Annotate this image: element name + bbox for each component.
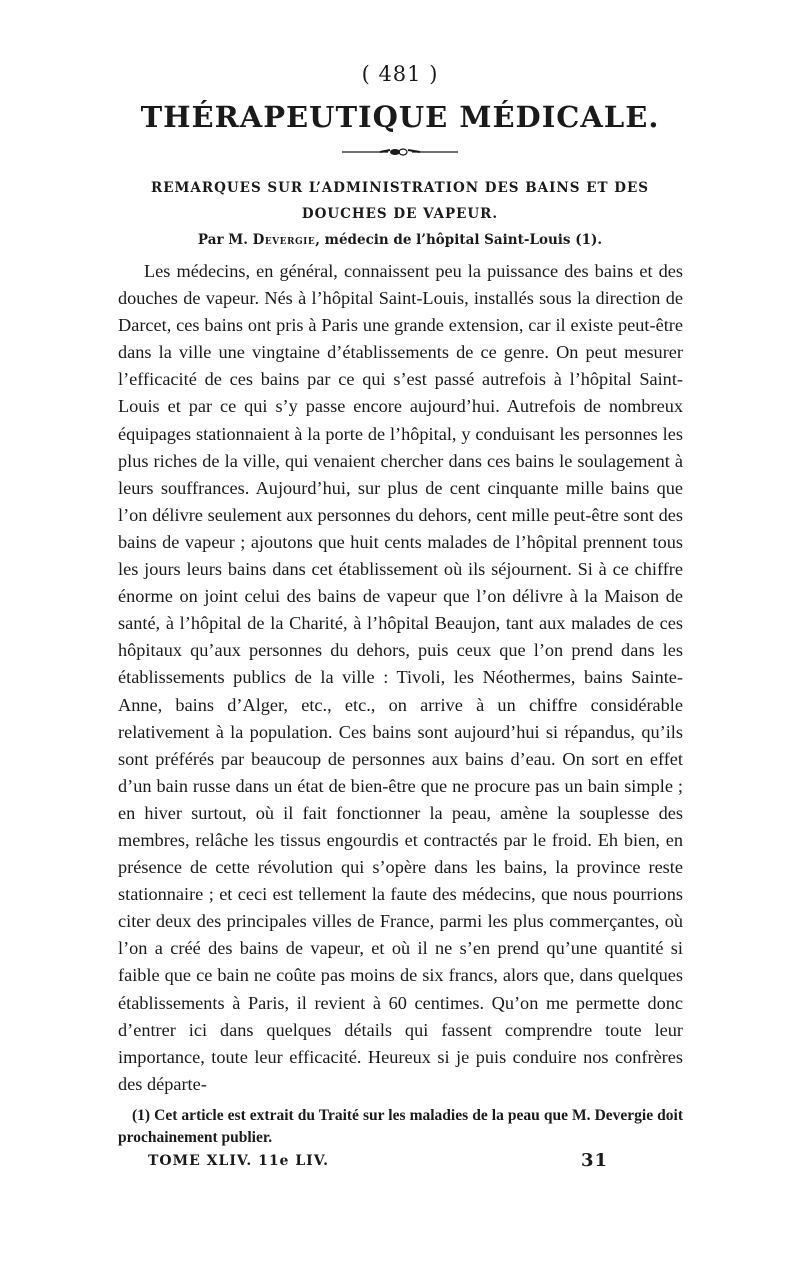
- volume-signature: TOME XLIV. 11e LIV.: [148, 1153, 330, 1169]
- footnote: (1) Cet article est extrait du Traité sur les maladies de la peau que M. Devergie doit prochainement publier.: [118, 1107, 683, 1146]
- page-number: ( 481 ): [361, 62, 439, 86]
- byline: [100, 232, 700, 248]
- byline-prefix: Par M.: [197, 232, 253, 248]
- section-title: THÉRAPEUTIQUE MÉDICALE.: [140, 100, 660, 134]
- article-title: REMARQUES SUR L’ADMINISTRATION DES BAINS ET DES DOUCHES DE VAPEUR.: [150, 180, 650, 222]
- ornament-divider: [340, 146, 460, 158]
- article-body: Les médecins, en général, connaissent peu la puissance des bains et des douches de vapeur. Nés à l’hôpital Saint-Louis, installés sous la direction de Darcet, ces bains ont pris à Paris une grande extension, car il existe peut-être dans la ville une vingtaine d’établissements de ce genre. On peut mesurer l’efficacité de ces bains par ce qui s’est passé autrefois à l’hôpital Saint-Louis et par ce qui s’y passe encore aujourd’hui. Autrefois de nombreux équipages stationnaient à la porte de l’hôpital, y conduisant les personnes les plus riches de la ville, qui venaient chercher dans ces bains le soulagement à leurs souffrances. Aujourd’hui, sur plus de cent cinquante mille bains que l’on délivre seulement aux personnes du dehors, cent mille peut-être sont des bains de vapeur ; ajoutons que huit cents malades de l’hôpital prennent tous les jours leurs bains dans cet établissement où ils séjournent. Si à ce chiffre énorme on joint celui des bains de vapeur que l’on délivre à la Maison de santé, à l’hôpital de la Charité, à l’hôpital Beaujon, tant aux malades de ces hôpitaux qu’aux personnes du dehors, puis ceux que l’on prend dans les établissements publics de la ville : Tivoli, les Néothermes, bains Sainte-Anne, bains d’Alger, etc., etc., on arrive à un chiffre considérable relativement à la population. Ces bains sont aujourd’hui si répandus, qu’ils sont préférés par beaucoup de personnes aux bains d’eau. On sort en effet d’un bain russe dans un état de bien-être que ne procure pas un bain simple ; en hiver surtout, où il fait fonctionner la peau, amène la souplesse des membres, relâche les tissus engourdis et contractés par le froid. Eh bien, en présence de cette révolution qui s’opère dans les bains, la province reste stationnaire ; et ceci est tellement la faute des médecins, que nous pourrions citer deux des principales villes de France, parmi les plus commerçantes, où l’on a créé des bains de vapeur, et où il ne s’en prend qu’une quantité si faible que ce bain ne coûte pas moins de six francs, alors que, dans quelques établissements à Paris, il revient à 60 centimes. Qu’on me permette donc d’entrer ici dans quelques détails qui fassent comprendre toute leur importance, toute leur efficacité. Heureux si je puis conduire nos confrères des départe-: [118, 261, 683, 1094]
- signature-mark: 31: [580, 1150, 608, 1171]
- byline-author: Devergie: [252, 232, 316, 248]
- byline-suffix: , médecin de l’hôpital Saint-Louis (1).: [315, 232, 603, 248]
